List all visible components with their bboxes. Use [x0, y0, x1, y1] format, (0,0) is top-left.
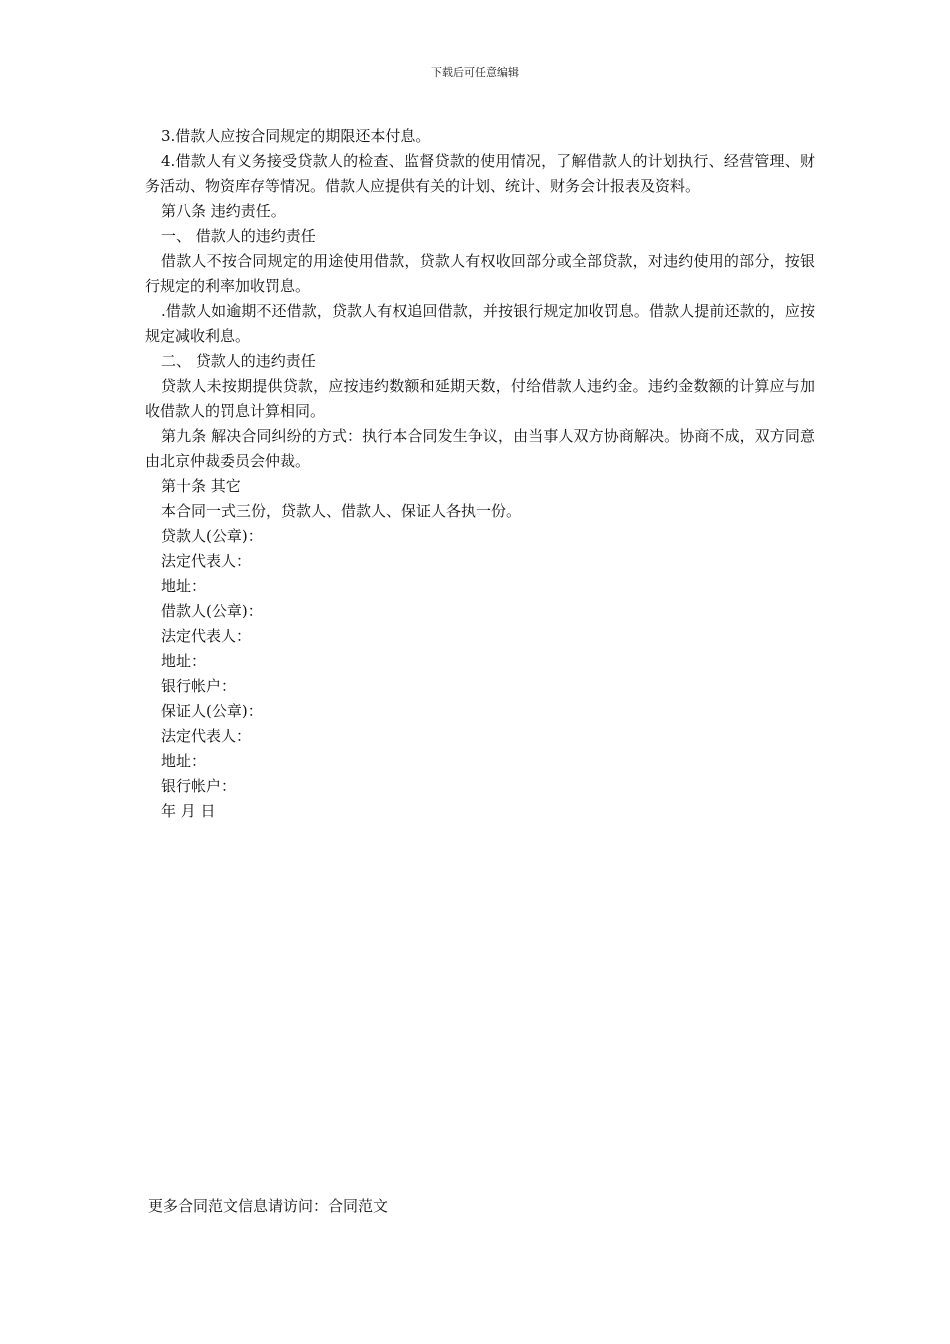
guarantor-address-line: 地址：	[161, 752, 207, 770]
page-header: 下载后可任意编辑	[431, 66, 519, 79]
guarantor-bank-account-line: 银行帐户：	[161, 777, 237, 795]
lender-address-line: 地址：	[161, 577, 207, 595]
borrower-bank-account-line: 银行帐户：	[161, 677, 237, 695]
paragraph-misuse-penalty: 借款人不按合同规定的用途使用借款，贷款人有权收回部分或全部贷款，对违约使用的部分，按银行规定的利率加收罚息。	[145, 252, 815, 295]
paragraph-inspection-duty: 4.借款人有义务接受贷款人的检查、监督贷款的使用情况，了解借款人的计划执行、经营管理、财务活动、物资库存等情况。借款人应提供有关的计划、统计、财务会计报表及资料。	[145, 152, 815, 195]
paragraph-lender-penalty: 贷款人未按期提供贷款，应按违约数额和延期天数，付给借款人违约金。违约金数额的计算应与加收借款人的罚息计算相同。	[145, 377, 815, 420]
paragraph-copies: 本合同一式三份，贷款人、借款人、保证人各执一份。	[161, 502, 522, 520]
article-9-dispute-resolution: 第九条 解决合同纠纷的方式：执行本合同发生争议，由当事人双方协商解决。协商不成，双方同意由北京仲裁委员会仲裁。	[145, 427, 815, 470]
article-8-title: 第八条 违约责任。	[161, 202, 286, 220]
borrower-representative-line: 法定代表人：	[161, 627, 252, 645]
article-10-title: 第十条 其它	[161, 477, 241, 495]
document-body	[145, 124, 815, 824]
page-footer: 更多合同范文信息请访问：合同范文	[148, 1197, 389, 1215]
section-lender-liability: 二、 贷款人的违约责任	[161, 352, 316, 370]
guarantor-representative-line: 法定代表人：	[161, 727, 252, 745]
lender-representative-line: 法定代表人：	[161, 552, 252, 570]
guarantor-seal-line: 保证人(公章)：	[161, 702, 263, 720]
paragraph-repay-term: 3.借款人应按合同规定的期限还本付息。	[161, 127, 431, 145]
paragraph-overdue-penalty: .借款人如逾期不还借款，贷款人有权追回借款，并按银行规定加收罚息。借款人提前还款的，应按规定减收利息。	[145, 302, 815, 345]
lender-seal-line: 贷款人(公章)：	[161, 527, 263, 545]
borrower-address-line: 地址：	[161, 652, 207, 670]
borrower-seal-line: 借款人(公章)：	[161, 602, 263, 620]
date-line: 年 月 日	[161, 802, 216, 820]
section-borrower-liability: 一、 借款人的违约责任	[161, 227, 316, 245]
